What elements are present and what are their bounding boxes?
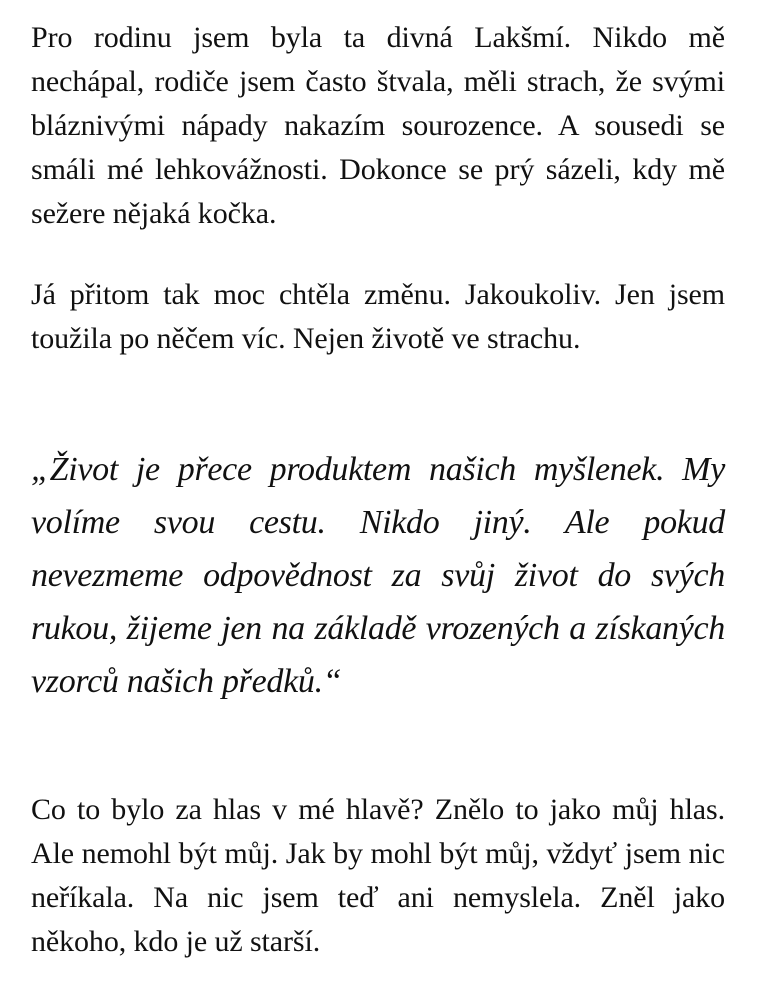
paragraph-family: Pro rodinu jsem byla ta divná Lakšmí. Nikdo mě nechápal, rodiče jsem často štvala, měli strach, že svými bláznivými nápady nakazím sourozence. A sousedi se smáli mé lehkovážnosti. Dokonce se prý sázeli, kdy mě sežere nějaká kočka. <box>31 21 725 230</box>
paragraph-inner-voice: Co to bylo za hlas v mé hlavě? Znělo to jako můj hlas. Ale nemohl být můj. Jak by mohl být můj, vždyť jsem nic neříkala. Na nic jsem teď ani nemyslela. Zněl jako někoho, kdo je už starší. <box>31 793 725 958</box>
italic-quote: „Život je přece produktem našich myšlenek. My volíme svou cestu. Nikdo jiný. Ale pokud nevezmeme odpovědnost za svůj život do svých rukou, žijeme jen na základě vrozených a získaných vzorců našich předků.“ <box>31 451 725 700</box>
paragraph-desire-for-change: Já přitom tak moc chtěla změnu. Jakoukoliv. Jen jsem toužila po něčem víc. Nejen životě ve strachu. <box>31 278 725 355</box>
